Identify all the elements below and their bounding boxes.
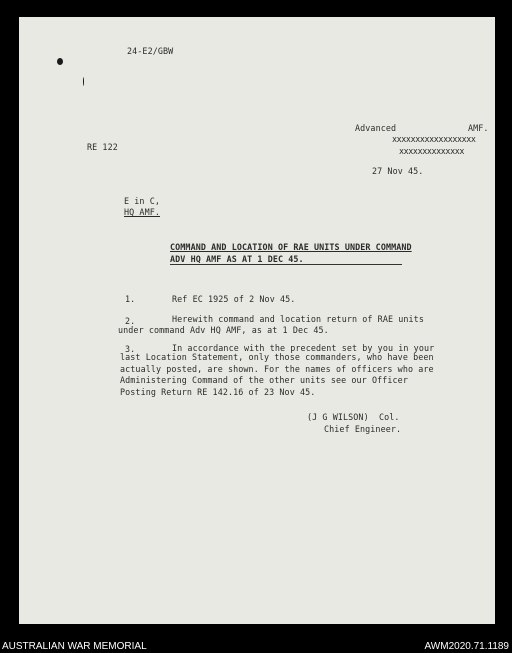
addressee-line-2: HQ AMF. xyxy=(124,207,160,217)
subject-line-2: ADV HQ AMF AS AT 1 DEC 45. xyxy=(170,254,304,264)
document-date: 27 Nov 45. xyxy=(372,166,424,176)
addressee-line-1: E in C, xyxy=(124,196,160,206)
paragraph-2-text: Herewith command and location return of RAE units xyxy=(172,314,424,324)
subject-line-1: COMMAND AND LOCATION OF RAE UNITS UNDER COMMAND xyxy=(170,242,412,252)
subject-underline xyxy=(170,264,402,265)
paragraph-2-number: 2. xyxy=(125,316,136,326)
paragraph-3-continuation: last Location Statement, only those commanders, who have been actually posted, are shown. For the names of officers who are Administering Command of the other units see our Officer Posting Return RE 142.16 of 23 Nov 45. xyxy=(120,352,434,397)
punch-hole-mark xyxy=(83,77,84,86)
signature-name: (J G WILSON) Col. xyxy=(307,412,400,422)
paragraph-1-text: Ref EC 1925 of 2 Nov 45. xyxy=(172,294,296,304)
file-reference: 24-E2/GBW xyxy=(127,46,174,56)
footer-accession-number: AWM2020.71.1189 xyxy=(424,641,509,652)
paragraph-3-text: In accordance with the precedent set by you in your xyxy=(172,343,435,353)
paragraph-1-number: 1. xyxy=(125,294,136,304)
sender-amf: AMF. xyxy=(468,123,489,133)
redacted-line-2: xxxxxxxxxxxxxx xyxy=(399,146,464,156)
document-number: RE 122 xyxy=(87,142,118,152)
paragraph-2-continuation: under command Adv HQ AMF, as at 1 Dec 45. xyxy=(118,325,329,335)
sender-advanced: Advanced xyxy=(355,123,397,133)
paragraph-3-number: 3. xyxy=(125,344,136,354)
signature-title: Chief Engineer. xyxy=(324,424,402,434)
footer-source: AUSTRALIAN WAR MEMORIAL xyxy=(2,641,147,652)
document-page xyxy=(19,17,495,624)
redacted-line-1: xxxxxxxxxxxxxxxxxx xyxy=(392,134,476,144)
punch-hole xyxy=(57,58,63,65)
